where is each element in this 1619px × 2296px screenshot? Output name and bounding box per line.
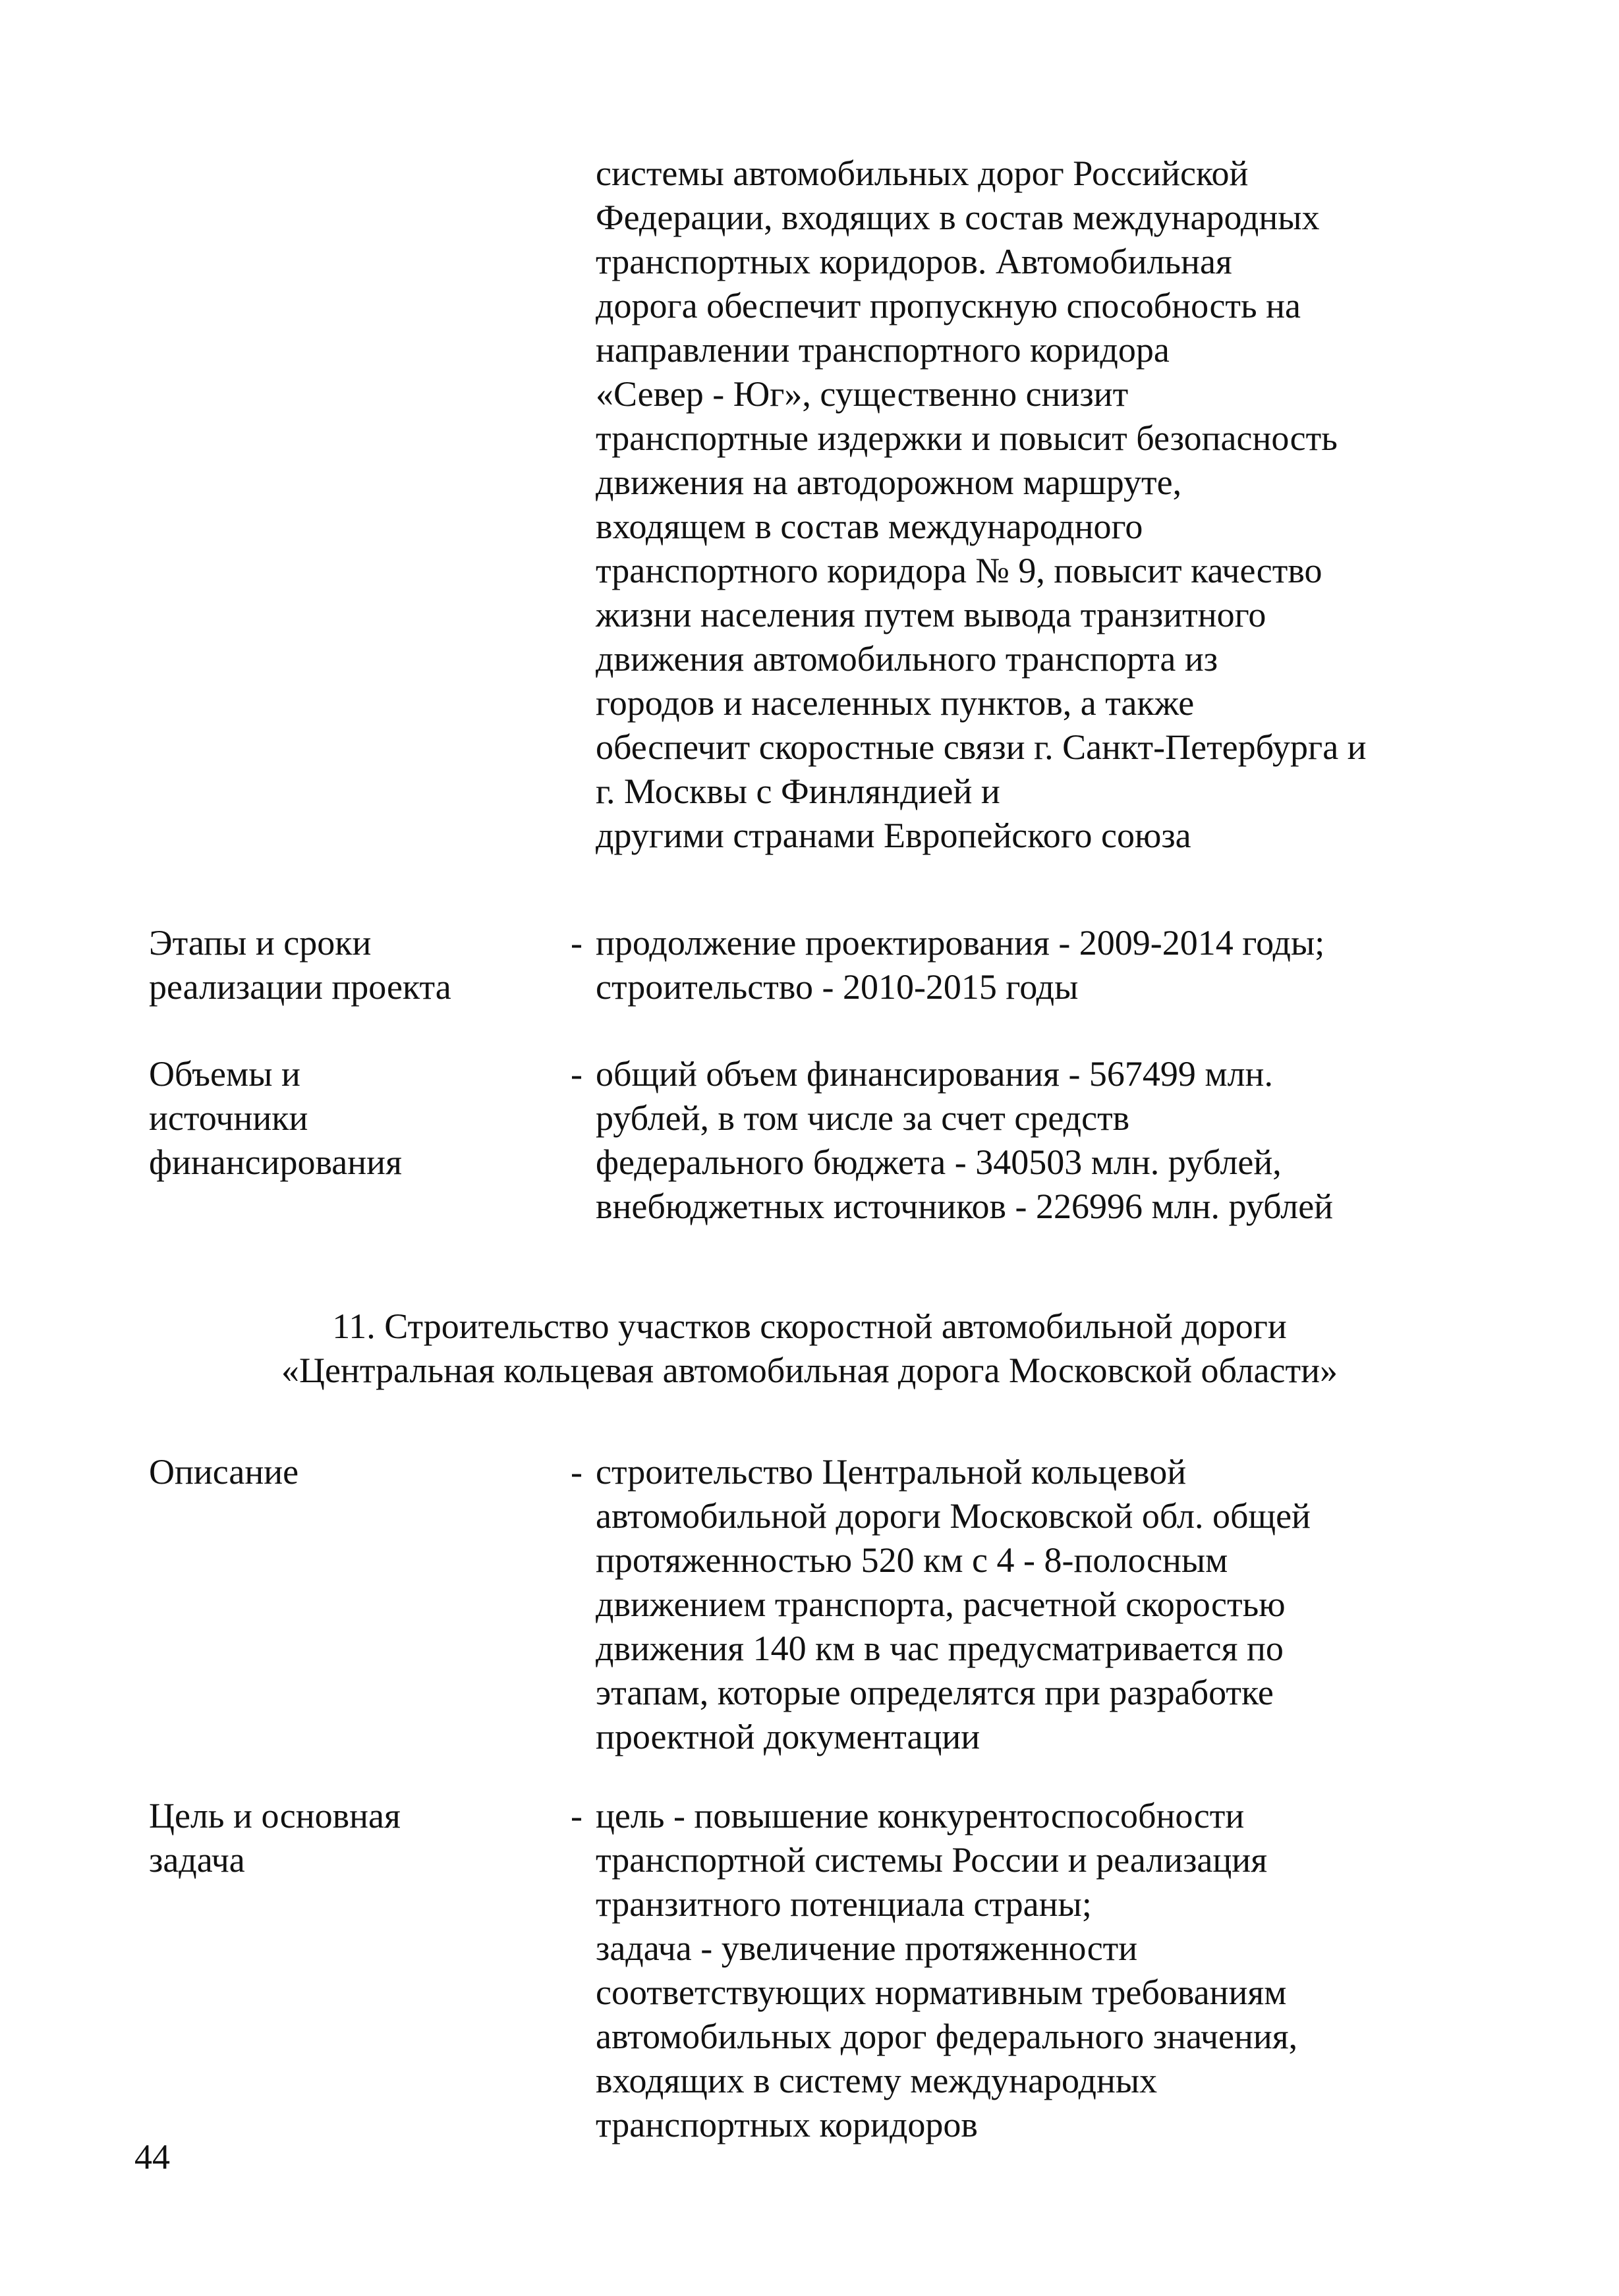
text-line: системы автомобильных дорог Российской (596, 154, 1249, 193)
description-value: движения 140 км в час предусматривается по (596, 1629, 1284, 1668)
text-line: «Север - Юг», существенно снизит (596, 374, 1129, 414)
goal-value: задача - увеличение протяженности (596, 1928, 1138, 1968)
section-heading-line: «Центральная кольцевая автомобильная дорога Московской области» (281, 1351, 1338, 1390)
goal-value: транспортных коридоров (596, 2105, 978, 2144)
text-line: другими странами Европейского союза (596, 816, 1191, 855)
text-line: дорога обеспечит пропускную способность на (596, 286, 1301, 325)
text-line: транспортных коридоров. Автомобильная (596, 242, 1232, 281)
section-heading-line: 11. Строительство участков скоростной автомобильной дороги (332, 1306, 1287, 1346)
text-line: входящем в состав международного (596, 507, 1143, 546)
text-line: движения автомобильного транспорта из (596, 639, 1218, 679)
dash-marker: - (571, 923, 582, 963)
description-value: протяженностью 520 км с 4 - 8-полосным (596, 1540, 1228, 1580)
financing-value: рублей, в том числе за счет средств (596, 1098, 1130, 1138)
goal-value: цель - повышение конкурентоспособности (596, 1796, 1245, 1835)
description-value: этапам, которые определятся при разработке (596, 1673, 1274, 1712)
text-line: транспортного коридора № 9, повысит качество (596, 551, 1322, 590)
page-number: 44 (134, 2137, 170, 2177)
dash-marker: - (571, 1054, 582, 1094)
stages-label: реализации проекта (149, 967, 451, 1007)
financing-label: источники (149, 1098, 308, 1138)
financing-label: Объемы и (149, 1054, 300, 1094)
goal-value: входящих в систему международных (596, 2061, 1158, 2100)
goal-label: задача (149, 1840, 245, 1880)
text-line: транспортные издержки и повысит безопасность (596, 418, 1338, 458)
stages-value: продолжение проектирования - 2009-2014 годы; (596, 923, 1325, 963)
financing-value: внебюджетных источников - 226996 млн. рублей (596, 1187, 1334, 1226)
description-value: движением транспорта, расчетной скоростью (596, 1584, 1286, 1624)
goal-value: транзитного потенциала страны; (596, 1884, 1092, 1924)
description-value: проектной документации (596, 1717, 980, 1756)
text-line: Федерации, входящих в состав международных (596, 198, 1320, 237)
financing-value: федерального бюджета - 340503 млн. рублей, (596, 1142, 1282, 1182)
description-label: Описание (149, 1452, 299, 1492)
text-line: городов и населенных пунктов, а также (596, 683, 1195, 723)
text-line: обеспечит скоростные связи г. Санкт-Петербурга и (596, 727, 1367, 767)
dash-marker: - (571, 1796, 582, 1835)
goal-value: соответствующих нормативным требованиям (596, 1973, 1287, 2012)
financing-label: финансирования (149, 1142, 402, 1182)
goal-value: транспортной системы России и реализация (596, 1840, 1268, 1880)
goal-value: автомобильных дорог федерального значения, (596, 2017, 1298, 2056)
dash-marker: - (571, 1452, 582, 1492)
description-value: автомобильной дороги Московской обл. общей (596, 1496, 1311, 1536)
text-line: направлении транспортного коридора (596, 330, 1170, 370)
financing-value: общий объем финансирования - 567499 млн. (596, 1054, 1273, 1094)
text-line: движения на автодорожном маршруте, (596, 462, 1182, 502)
text-line: г. Москвы с Финляндией и (596, 771, 1000, 811)
goal-label: Цель и основная (149, 1796, 401, 1835)
description-value: строительство Центральной кольцевой (596, 1452, 1187, 1492)
text-line: жизни населения путем вывода транзитного (596, 595, 1266, 634)
stages-value: строительство - 2010-2015 годы (596, 967, 1079, 1007)
stages-label: Этапы и сроки (149, 923, 372, 963)
